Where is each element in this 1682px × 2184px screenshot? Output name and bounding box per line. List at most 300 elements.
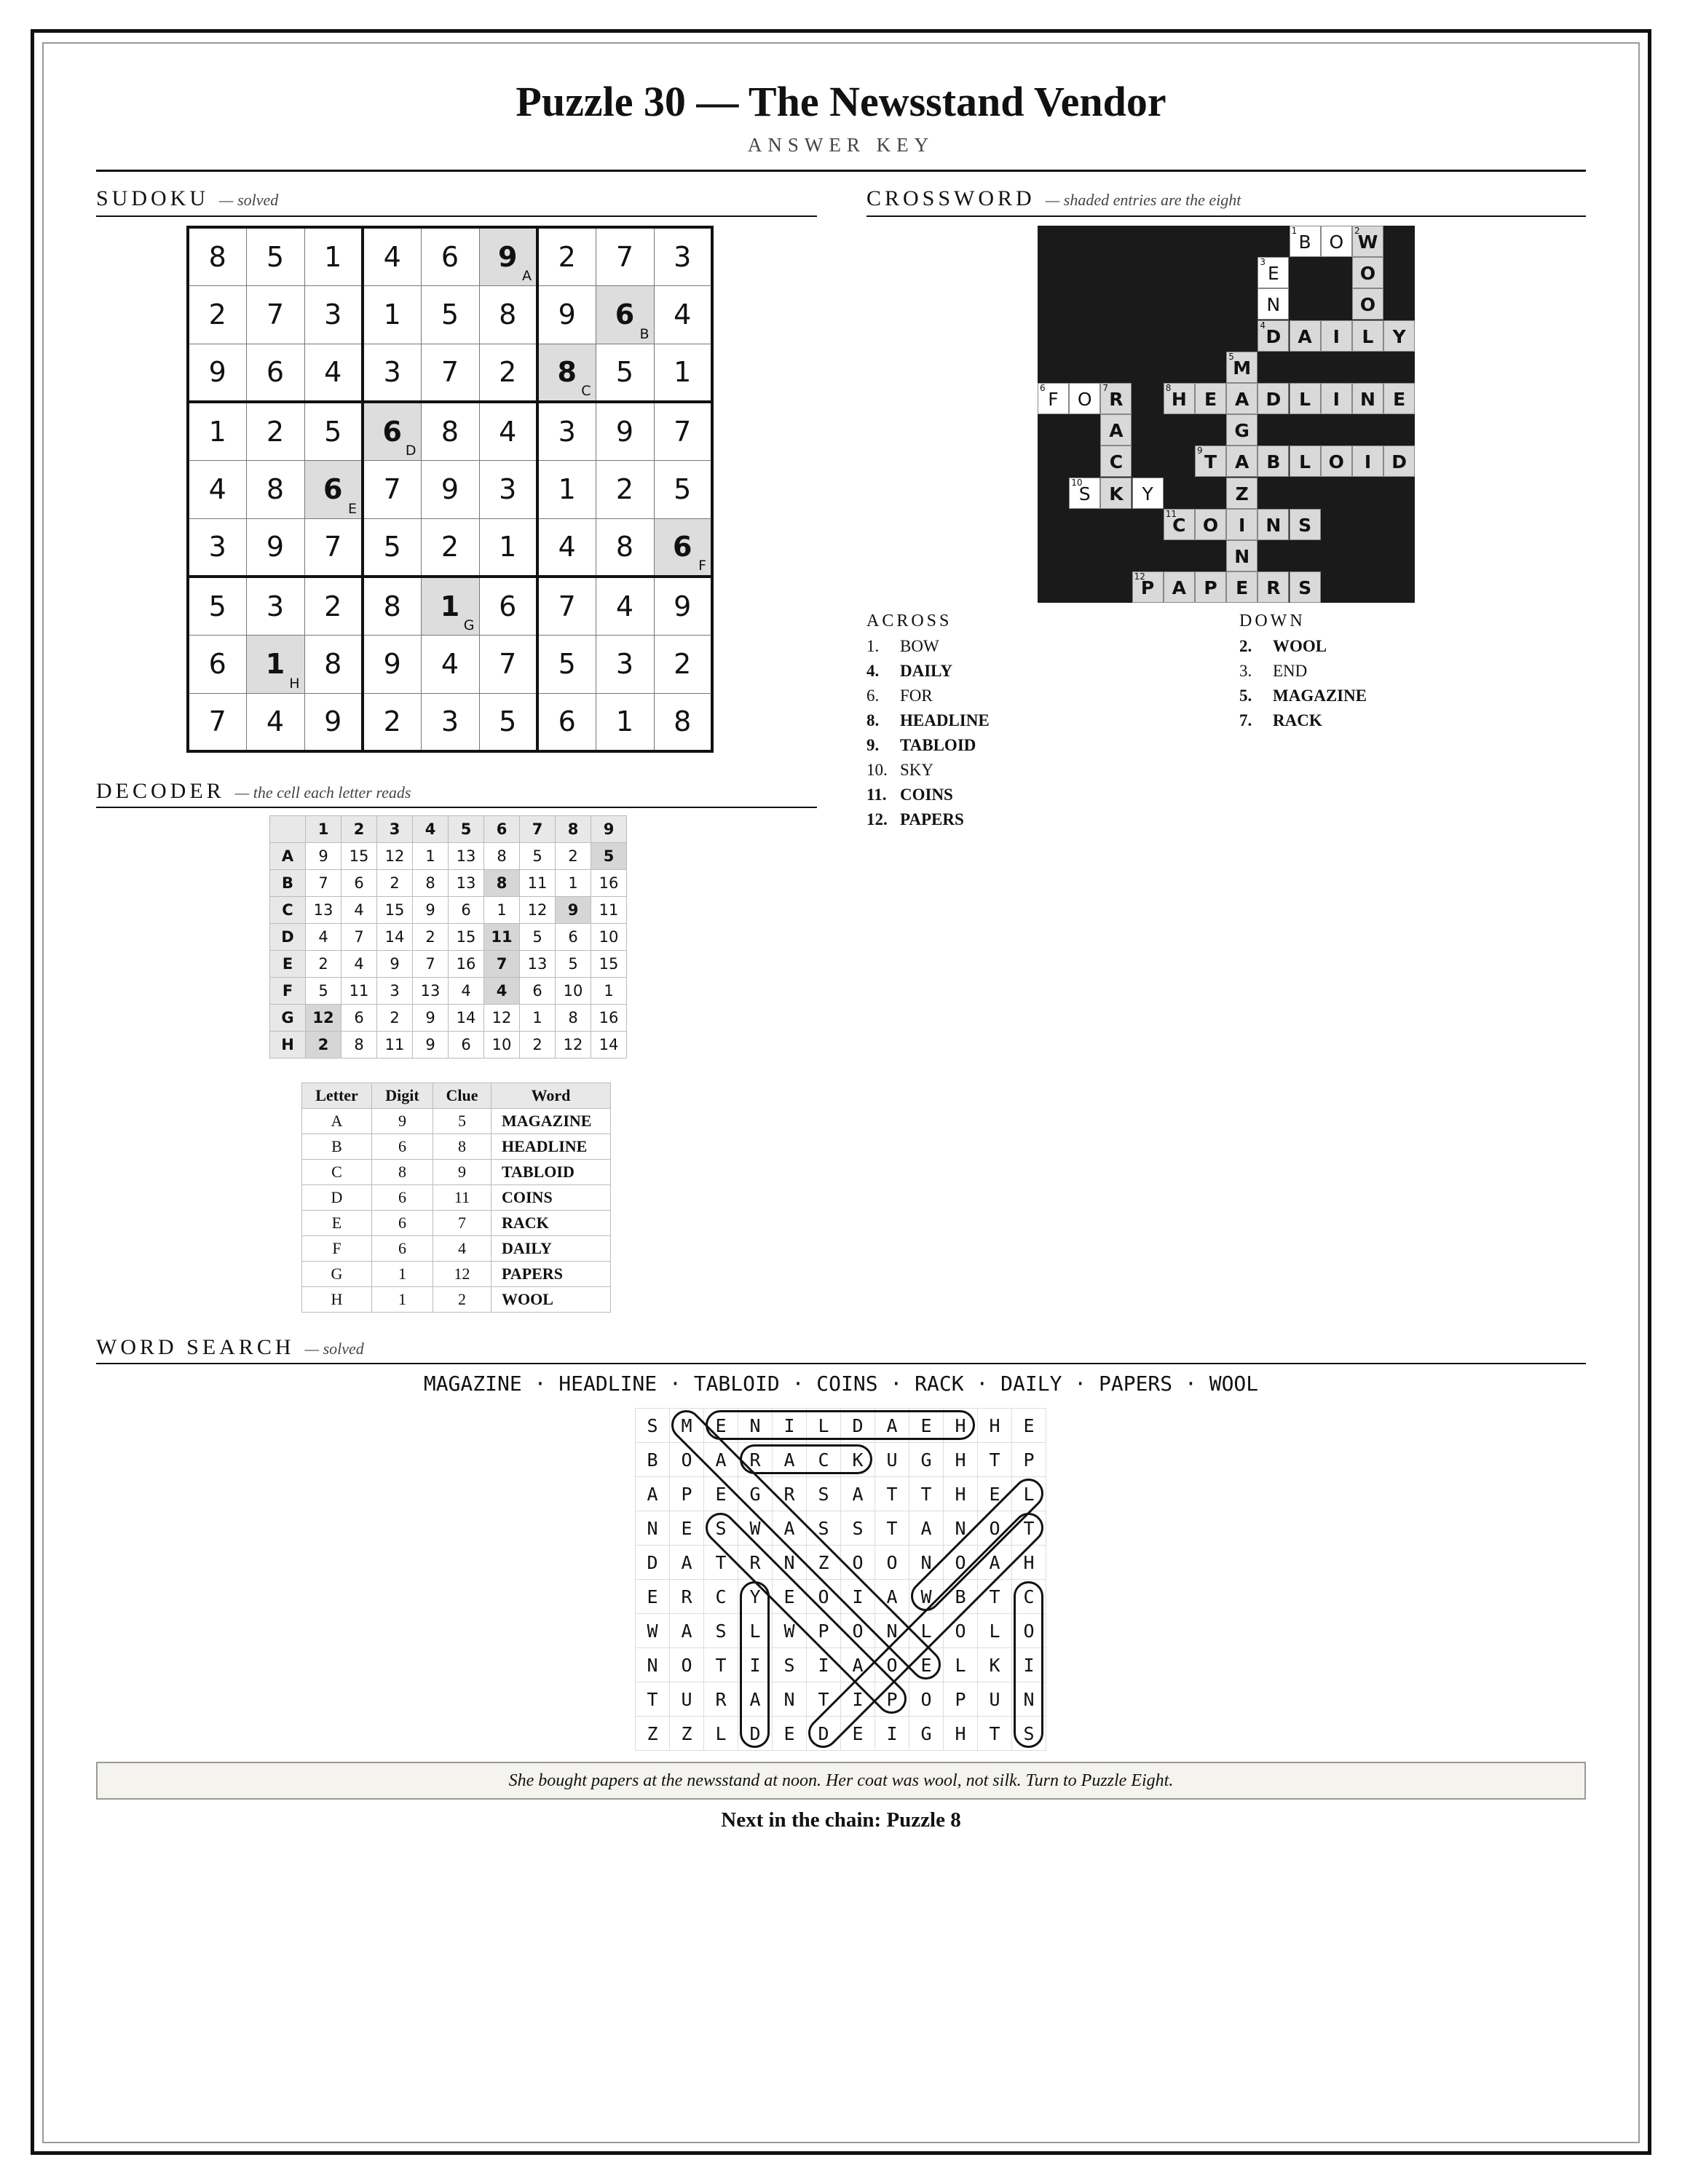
sudoku-cell-value: 5 xyxy=(441,298,459,331)
decoder-cell: 4 xyxy=(449,978,484,1005)
clue-number: 1. xyxy=(866,637,880,655)
decoder-cell: 8 xyxy=(484,843,520,870)
sudoku-cell xyxy=(304,285,363,344)
key-cell: DAILY xyxy=(491,1236,611,1262)
decoder-cell: 12 xyxy=(556,1032,591,1059)
crossword-cell-letter: B xyxy=(1266,451,1281,473)
sudoku-cell xyxy=(596,227,654,285)
decoder-cell: 11 xyxy=(484,924,520,951)
wordsearch-cell: T xyxy=(636,1682,670,1717)
sudoku-cell xyxy=(596,577,654,635)
key-row xyxy=(302,1109,611,1134)
crossword-cell xyxy=(1226,571,1257,603)
sudoku-cell xyxy=(246,227,304,285)
wordsearch-cell: D xyxy=(841,1409,875,1443)
decoder-cell: 11 xyxy=(341,978,377,1005)
decoder-cell: 13 xyxy=(449,843,484,870)
sudoku-cell-value: 2 xyxy=(383,705,401,738)
wordsearch-cell: E xyxy=(909,1648,944,1682)
wordsearch-cell: N xyxy=(636,1648,670,1682)
sudoku-heading xyxy=(96,186,278,211)
sudoku-row xyxy=(188,693,712,751)
wordsearch-cell: G xyxy=(738,1477,773,1511)
crossword-heading-note: — shaded entries are the eight xyxy=(1045,191,1241,209)
decoder-cell: 8 xyxy=(556,1005,591,1032)
crossword-cell xyxy=(1352,383,1383,414)
key-cell: 6 xyxy=(372,1185,433,1211)
crossword-cell-letter: O xyxy=(1202,514,1219,536)
crossword-cell xyxy=(1352,446,1383,477)
sudoku-grid xyxy=(186,226,714,753)
sudoku-cell-value: 5 xyxy=(266,240,285,273)
sudoku-cell xyxy=(421,402,479,460)
decoder-cell: 2 xyxy=(306,1032,341,1059)
sudoku-cell-value: 4 xyxy=(324,356,342,389)
crossword-cell-number: 5 xyxy=(1228,351,1234,362)
crossword-cell xyxy=(1257,320,1289,352)
sudoku-cell xyxy=(479,460,537,518)
crossword-cell-letter: O xyxy=(1077,389,1092,410)
sudoku-cell xyxy=(304,635,363,693)
decoder-cell: 11 xyxy=(591,897,627,924)
wordsearch-cell: A xyxy=(738,1682,773,1717)
decoder-cell: 8 xyxy=(413,870,449,897)
sudoku-cell xyxy=(246,693,304,751)
sudoku-cell-value: 1 xyxy=(499,531,517,563)
wordsearch-cell: U xyxy=(670,1682,704,1717)
decoder-cell: 7 xyxy=(484,951,520,978)
crossword-cell-letter: I xyxy=(1332,325,1340,347)
crossword-grid xyxy=(1038,226,1415,603)
sudoku-cell-value: 5 xyxy=(615,356,634,389)
sudoku-cell xyxy=(537,285,596,344)
decoder-cell: 15 xyxy=(591,951,627,978)
decoder-cell: 6 xyxy=(341,1005,377,1032)
sudoku-cell xyxy=(363,577,421,635)
decoder-heading-note: — the cell each letter reads xyxy=(234,783,411,802)
decoder-cell: 16 xyxy=(591,1005,627,1032)
wordsearch-cell: N xyxy=(636,1511,670,1546)
sudoku-row xyxy=(188,635,712,693)
wordsearch-cell: A xyxy=(670,1546,704,1580)
sudoku-row xyxy=(188,460,712,518)
decoder-cell: 5 xyxy=(306,978,341,1005)
wordsearch-cell: S xyxy=(807,1477,841,1511)
sudoku-cell xyxy=(246,460,304,518)
sudoku-cell-value: 1 xyxy=(324,240,342,273)
sudoku-cell-value: 6 xyxy=(615,298,635,331)
decoder-cell: 9 xyxy=(377,951,413,978)
clue-answer: END xyxy=(1273,662,1308,680)
sudoku-cell xyxy=(246,635,304,693)
sudoku-cell-value: 7 xyxy=(674,415,692,448)
crossword-cell xyxy=(1195,571,1226,603)
wordsearch-cell: W xyxy=(909,1580,944,1614)
sudoku-cell-value: 4 xyxy=(441,648,459,680)
sudoku-cell xyxy=(363,460,421,518)
crossword-cell xyxy=(1352,288,1383,320)
wordsearch-cell: O xyxy=(841,1546,875,1580)
wordsearch-cell: Z xyxy=(807,1546,841,1580)
decoder-cell: 6 xyxy=(449,897,484,924)
crossword-cell-number: 7 xyxy=(1102,383,1109,393)
crossword-cell-letter: Z xyxy=(1235,483,1249,505)
key-row xyxy=(302,1211,611,1236)
wordsearch-cell: S xyxy=(773,1648,807,1682)
sudoku-heading-note: — solved xyxy=(219,191,279,209)
sudoku-heading-label: SUDOKU xyxy=(96,186,210,210)
crossword-cell xyxy=(1290,509,1321,540)
wordsearch-cell: I xyxy=(738,1648,773,1682)
wordsearch-found-loops xyxy=(635,1408,1046,1750)
decoder-row xyxy=(270,870,627,897)
decoder-cell: 1 xyxy=(413,843,449,870)
sudoku-cell-value: 5 xyxy=(208,590,226,622)
key-cell: C xyxy=(302,1160,372,1185)
wordsearch-cell: S xyxy=(1012,1717,1046,1751)
sudoku-cell-value: 2 xyxy=(324,590,342,622)
sudoku-cell xyxy=(363,518,421,577)
sudoku-row xyxy=(188,344,712,402)
wordsearch-cell: T xyxy=(978,1580,1012,1614)
wordsearch-cell: I xyxy=(1012,1648,1046,1682)
sudoku-cell-value: 3 xyxy=(208,531,226,563)
key-row xyxy=(302,1185,611,1211)
key-header-cell: Digit xyxy=(372,1083,433,1109)
sudoku-row xyxy=(188,402,712,460)
title-rule xyxy=(96,170,1586,172)
sudoku-cell xyxy=(363,402,421,460)
crossword-cell-letter: B xyxy=(1298,232,1311,253)
decoder-cell: 3 xyxy=(377,978,413,1005)
crossword-cell-letter: N xyxy=(1266,514,1282,536)
decoder-cell: 6 xyxy=(341,870,377,897)
decoder-cell: 7 xyxy=(341,924,377,951)
decoder-row xyxy=(270,897,627,924)
key-cell: A xyxy=(302,1109,372,1134)
wordsearch-cell: C xyxy=(807,1443,841,1477)
crossword-cell xyxy=(1100,446,1132,477)
crossword-cell xyxy=(1226,478,1257,509)
key-cell: 6 xyxy=(372,1134,433,1160)
wordsearch-cell: T xyxy=(704,1648,738,1682)
crossword-cell xyxy=(1069,478,1100,509)
crossword-cell-letter: O xyxy=(1359,263,1376,285)
crossword-cell-letter: N xyxy=(1266,294,1281,316)
crossword-cell xyxy=(1164,383,1195,414)
crossword-cell xyxy=(1195,446,1226,477)
decoder-header-row xyxy=(270,816,627,843)
sudoku-cell-value: 7 xyxy=(324,531,342,563)
decoder-cell: 2 xyxy=(520,1032,556,1059)
wordsearch-cell: R xyxy=(738,1546,773,1580)
sudoku-cell-value: 6 xyxy=(382,415,402,448)
crossword-cell-number: 1 xyxy=(1291,226,1298,236)
key-cell: E xyxy=(302,1211,372,1236)
wordsearch-cell: T xyxy=(978,1717,1012,1751)
clue-answer: COINS xyxy=(900,786,953,804)
sudoku-cell-value: 2 xyxy=(615,473,634,505)
wordsearch-cell: A xyxy=(636,1477,670,1511)
crossword-cell-letter: N xyxy=(1234,546,1250,567)
decoder-rule xyxy=(96,807,817,808)
crossword-cell-number: 11 xyxy=(1165,508,1177,519)
key-cell: 1 xyxy=(372,1287,433,1313)
clue-number: 9. xyxy=(866,736,880,754)
wordsearch-cell: R xyxy=(670,1580,704,1614)
decoder-col-header: 1 xyxy=(306,816,341,843)
wordsearch-heading-label: WORD SEARCH xyxy=(96,1335,295,1359)
clue-answer: FOR xyxy=(900,687,933,705)
sudoku-cell xyxy=(479,285,537,344)
wordsearch-cell: E xyxy=(704,1477,738,1511)
wordsearch-cell: L xyxy=(807,1409,841,1443)
sudoku-cell xyxy=(479,693,537,751)
wordsearch-cell: N xyxy=(944,1511,978,1546)
sudoku-cell-value: 7 xyxy=(499,648,517,680)
crossword-cell-letter: P xyxy=(1204,577,1217,599)
sudoku-cell xyxy=(479,635,537,693)
decoder-row xyxy=(270,924,627,951)
key-cell: MAGAZINE xyxy=(491,1109,611,1134)
sudoku-cell-value: 6 xyxy=(499,590,517,622)
sudoku-cell-letter: H xyxy=(289,675,300,692)
wordsearch-cell: O xyxy=(909,1682,944,1717)
decoder-cell: 10 xyxy=(484,1032,520,1059)
crossword-cell xyxy=(1195,509,1226,540)
wordsearch-cell: B xyxy=(636,1443,670,1477)
sudoku-row xyxy=(188,227,712,285)
sudoku-cell xyxy=(304,402,363,460)
key-cell: TABLOID xyxy=(491,1160,611,1185)
key-header-cell: Word xyxy=(491,1083,611,1109)
decoder-cell: 16 xyxy=(449,951,484,978)
clue-number: 11. xyxy=(866,786,887,804)
decoder-cell: 4 xyxy=(484,978,520,1005)
wordsearch-cell: T xyxy=(875,1511,909,1546)
sudoku-cell xyxy=(363,285,421,344)
crossword-heading-label: CROSSWORD xyxy=(866,186,1035,210)
decoder-cell: 11 xyxy=(377,1032,413,1059)
decoder-cell: 9 xyxy=(556,897,591,924)
decoder-cell: 5 xyxy=(591,843,627,870)
clue-number: 5. xyxy=(1239,687,1252,705)
wordsearch-cell: B xyxy=(944,1580,978,1614)
sudoku-cell-value: 9 xyxy=(498,240,518,273)
wordsearch-cell: L xyxy=(978,1614,1012,1648)
wordsearch-cell: O xyxy=(875,1546,909,1580)
crossword-cell xyxy=(1257,509,1289,540)
sudoku-cell-value: 6 xyxy=(673,531,692,563)
key-cell: F xyxy=(302,1236,372,1262)
crossword-cell-number: 10 xyxy=(1071,477,1083,488)
sudoku-cell-value: 6 xyxy=(208,648,226,680)
crossword-cell-letter: A xyxy=(1298,325,1312,347)
decoder-col-header: 6 xyxy=(484,816,520,843)
sudoku-cell xyxy=(596,635,654,693)
sudoku-cell xyxy=(537,227,596,285)
sudoku-cell-value: 8 xyxy=(441,415,459,448)
crossword-cell-letter: L xyxy=(1299,451,1311,473)
sudoku-cell xyxy=(188,518,246,577)
wordsearch-cell: L xyxy=(944,1648,978,1682)
wordsearch-cell: D xyxy=(738,1717,773,1751)
wordsearch-cell: R xyxy=(738,1443,773,1477)
decoder-corner-cell xyxy=(270,816,306,843)
crossword-cell xyxy=(1257,571,1289,603)
sudoku-cell xyxy=(188,402,246,460)
sudoku-cell-value: 8 xyxy=(557,356,577,389)
crossword-cell-letter: E xyxy=(1204,389,1217,410)
wordsearch-word-list: MAGAZINE · HEADLINE · TABLOID · COINS · RACK · DAILY · PAPERS · WOOL xyxy=(423,1372,1259,1396)
crossword-cell xyxy=(1226,414,1257,446)
sudoku-cell-value: 4 xyxy=(383,240,401,273)
decoder-row-header: B xyxy=(270,870,306,897)
sudoku-cell-value: 1 xyxy=(265,648,285,680)
wordsearch-cell: E xyxy=(1012,1409,1046,1443)
sudoku-cell-value: 7 xyxy=(266,298,285,331)
sudoku-cell-value: 8 xyxy=(208,240,226,273)
clue-answer: TABLOID xyxy=(900,736,976,754)
wordsearch-cell: S xyxy=(841,1511,875,1546)
wordsearch-cell: P xyxy=(944,1682,978,1717)
sudoku-cell xyxy=(421,693,479,751)
wordsearch-cell: I xyxy=(875,1717,909,1751)
decoder-row-header: C xyxy=(270,897,306,924)
sudoku-cell-value: 5 xyxy=(499,705,517,738)
wordsearch-cell: W xyxy=(773,1614,807,1648)
found-word-loop-daily xyxy=(741,1583,769,1747)
clue-entry xyxy=(1239,687,1367,705)
clue-number: 12. xyxy=(866,810,888,828)
key-cell: 5 xyxy=(433,1109,491,1134)
decoder-cell: 14 xyxy=(591,1032,627,1059)
crossword-cell-letter: D xyxy=(1391,451,1407,473)
clue-entry xyxy=(866,687,933,705)
wordsearch-cell: S xyxy=(807,1511,841,1546)
decoder-cell: 12 xyxy=(520,897,556,924)
sudoku-cell-value: 4 xyxy=(266,705,285,738)
crossword-cell xyxy=(1321,320,1352,352)
crossword-cell-number: 9 xyxy=(1197,446,1203,456)
clue-answer: RACK xyxy=(1273,711,1322,729)
key-cell: 11 xyxy=(433,1185,491,1211)
decoder-cell: 6 xyxy=(520,978,556,1005)
sudoku-cell-value: 4 xyxy=(674,298,692,331)
key-cell: 6 xyxy=(372,1211,433,1236)
sudoku-cell xyxy=(246,285,304,344)
sudoku-cell xyxy=(654,693,712,751)
sudoku-cell xyxy=(363,693,421,751)
sudoku-cell-value: 5 xyxy=(324,415,342,448)
decoder-cell: 12 xyxy=(306,1005,341,1032)
decoder-cell: 13 xyxy=(520,951,556,978)
crossword-cell xyxy=(1038,383,1069,414)
crossword-cell-letter: P xyxy=(1140,577,1155,599)
decoder-row-header: E xyxy=(270,951,306,978)
sudoku-cell xyxy=(188,693,246,751)
key-cell: G xyxy=(302,1262,372,1287)
crossword-cell-letter: N xyxy=(1360,389,1375,410)
sudoku-cell xyxy=(421,344,479,402)
decoder-col-header: 9 xyxy=(591,816,627,843)
wordsearch-cell: W xyxy=(738,1511,773,1546)
key-cell: 6 xyxy=(372,1236,433,1262)
decoder-cell: 9 xyxy=(306,843,341,870)
sudoku-cell-value: 5 xyxy=(558,648,576,680)
clue-entry xyxy=(866,736,976,755)
wordsearch-cell: A xyxy=(978,1546,1012,1580)
hidden-message: She bought papers at the newsstand at noon. Her coat was wool, not silk. Turn to Puzzle Eight. xyxy=(96,1762,1586,1800)
key-cell: 9 xyxy=(372,1109,433,1134)
decoder-cell: 1 xyxy=(520,1005,556,1032)
key-row xyxy=(302,1287,611,1313)
key-cell: 2 xyxy=(433,1287,491,1313)
decoder-row-header: A xyxy=(270,843,306,870)
wordsearch-cell: P xyxy=(807,1614,841,1648)
crossword-cell-letter: E xyxy=(1393,389,1406,410)
sudoku-cell xyxy=(479,344,537,402)
sudoku-cell xyxy=(421,285,479,344)
decoder-col-header: 8 xyxy=(556,816,591,843)
wordsearch-cell: C xyxy=(704,1580,738,1614)
crossword-cell xyxy=(1132,478,1164,509)
wordsearch-heading xyxy=(96,1335,364,1360)
key-cell: 1 xyxy=(372,1262,433,1287)
crossword-cell-letter: A xyxy=(1109,420,1124,442)
clue-number: 4. xyxy=(866,662,880,680)
sudoku-cell xyxy=(596,344,654,402)
wordsearch-cell: E xyxy=(636,1580,670,1614)
sudoku-cell-value: 7 xyxy=(615,240,634,273)
decoder-cell: 13 xyxy=(306,897,341,924)
sudoku-cell-letter: C xyxy=(581,383,591,399)
crossword-cell xyxy=(1290,446,1321,477)
sudoku-cell-value: 1 xyxy=(615,705,634,738)
wordsearch-cell: O xyxy=(978,1511,1012,1546)
decoder-heading-label: DECODER xyxy=(96,779,225,803)
sudoku-cell xyxy=(188,285,246,344)
crossword-cell-letter: O xyxy=(1359,294,1376,316)
sudoku-cell-value: 2 xyxy=(266,415,285,448)
found-word-loop-rack xyxy=(741,1446,872,1473)
decoder-cell: 9 xyxy=(413,897,449,924)
crossword-cell xyxy=(1290,320,1321,352)
crossword-cell xyxy=(1226,383,1257,414)
wordsearch-cell: N xyxy=(738,1409,773,1443)
key-row xyxy=(302,1262,611,1287)
decoder-table xyxy=(269,815,627,1059)
decoder-cell: 1 xyxy=(591,978,627,1005)
found-word-loop-coins xyxy=(1015,1583,1043,1747)
sudoku-cell xyxy=(304,460,363,518)
wordsearch-cell: H xyxy=(944,1717,978,1751)
sudoku-cell-value: 9 xyxy=(558,298,576,331)
sudoku-cell-value: 7 xyxy=(208,705,226,738)
clue-entry xyxy=(866,662,952,681)
crossword-cell-letter: I xyxy=(1332,389,1340,410)
key-row xyxy=(302,1134,611,1160)
crossword-cell-letter: L xyxy=(1299,389,1311,410)
crossword-cell xyxy=(1100,478,1132,509)
crossword-cell xyxy=(1383,320,1415,352)
crossword-cell xyxy=(1321,226,1352,257)
decoder-cell: 13 xyxy=(413,978,449,1005)
sudoku-cell-value: 8 xyxy=(383,590,401,622)
crossword-cell-number: 12 xyxy=(1134,571,1145,582)
clue-number: 8. xyxy=(866,711,880,729)
decoder-cell: 14 xyxy=(377,924,413,951)
